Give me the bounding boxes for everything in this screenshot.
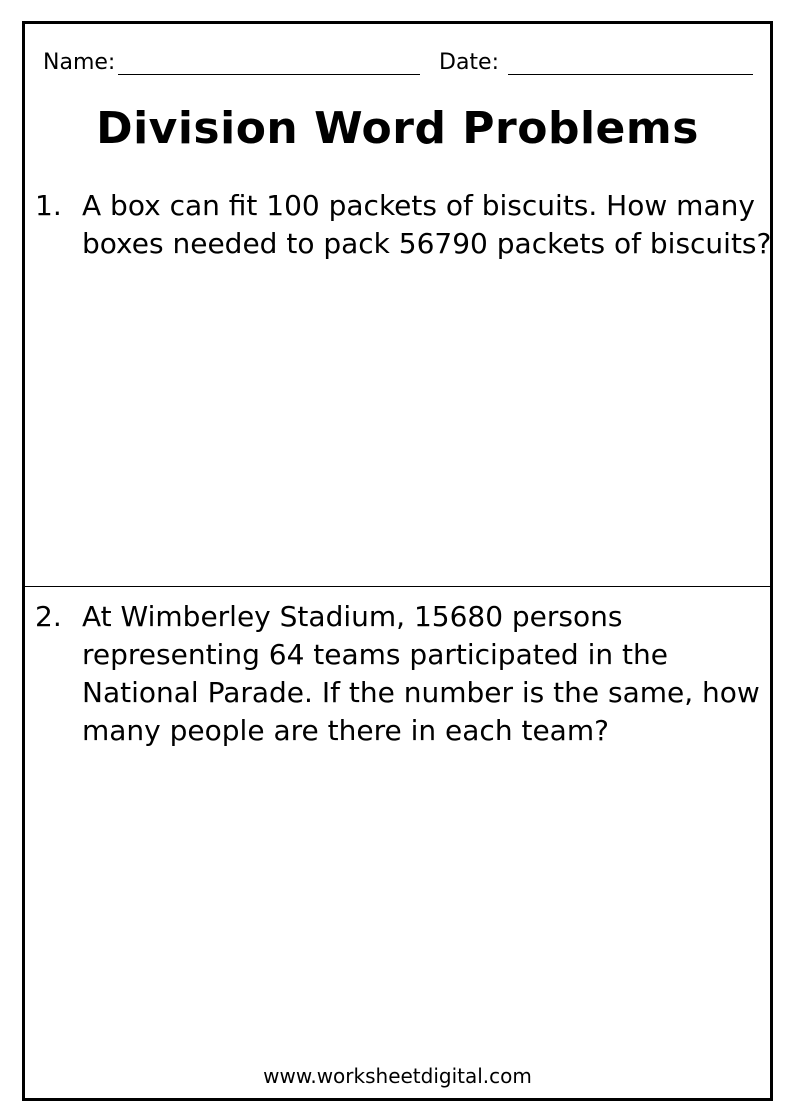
problem-text: At Wimberley Stadium, 15680 persons representing 64 teams participated in the National Parade. If the number is the same, how many people are there in each team?: [82, 600, 760, 747]
name-label: Name:: [43, 50, 116, 75]
date-label: Date:: [439, 50, 499, 75]
problem-text: A box can fit 100 packets of biscuits. How many boxes needed to pack 56790 packets of biscuits?: [82, 189, 772, 260]
worksheet-page: [22, 21, 773, 1101]
problem-number: 2.: [35, 600, 62, 633]
problem-number: 1.: [35, 189, 62, 222]
date-line: [508, 74, 753, 75]
page-title: Division Word Problems: [96, 103, 699, 154]
name-line: [118, 74, 420, 75]
section-divider: [25, 586, 770, 587]
header-fields: [43, 50, 753, 80]
footer-website: www.worksheetdigital.com: [263, 1064, 532, 1088]
